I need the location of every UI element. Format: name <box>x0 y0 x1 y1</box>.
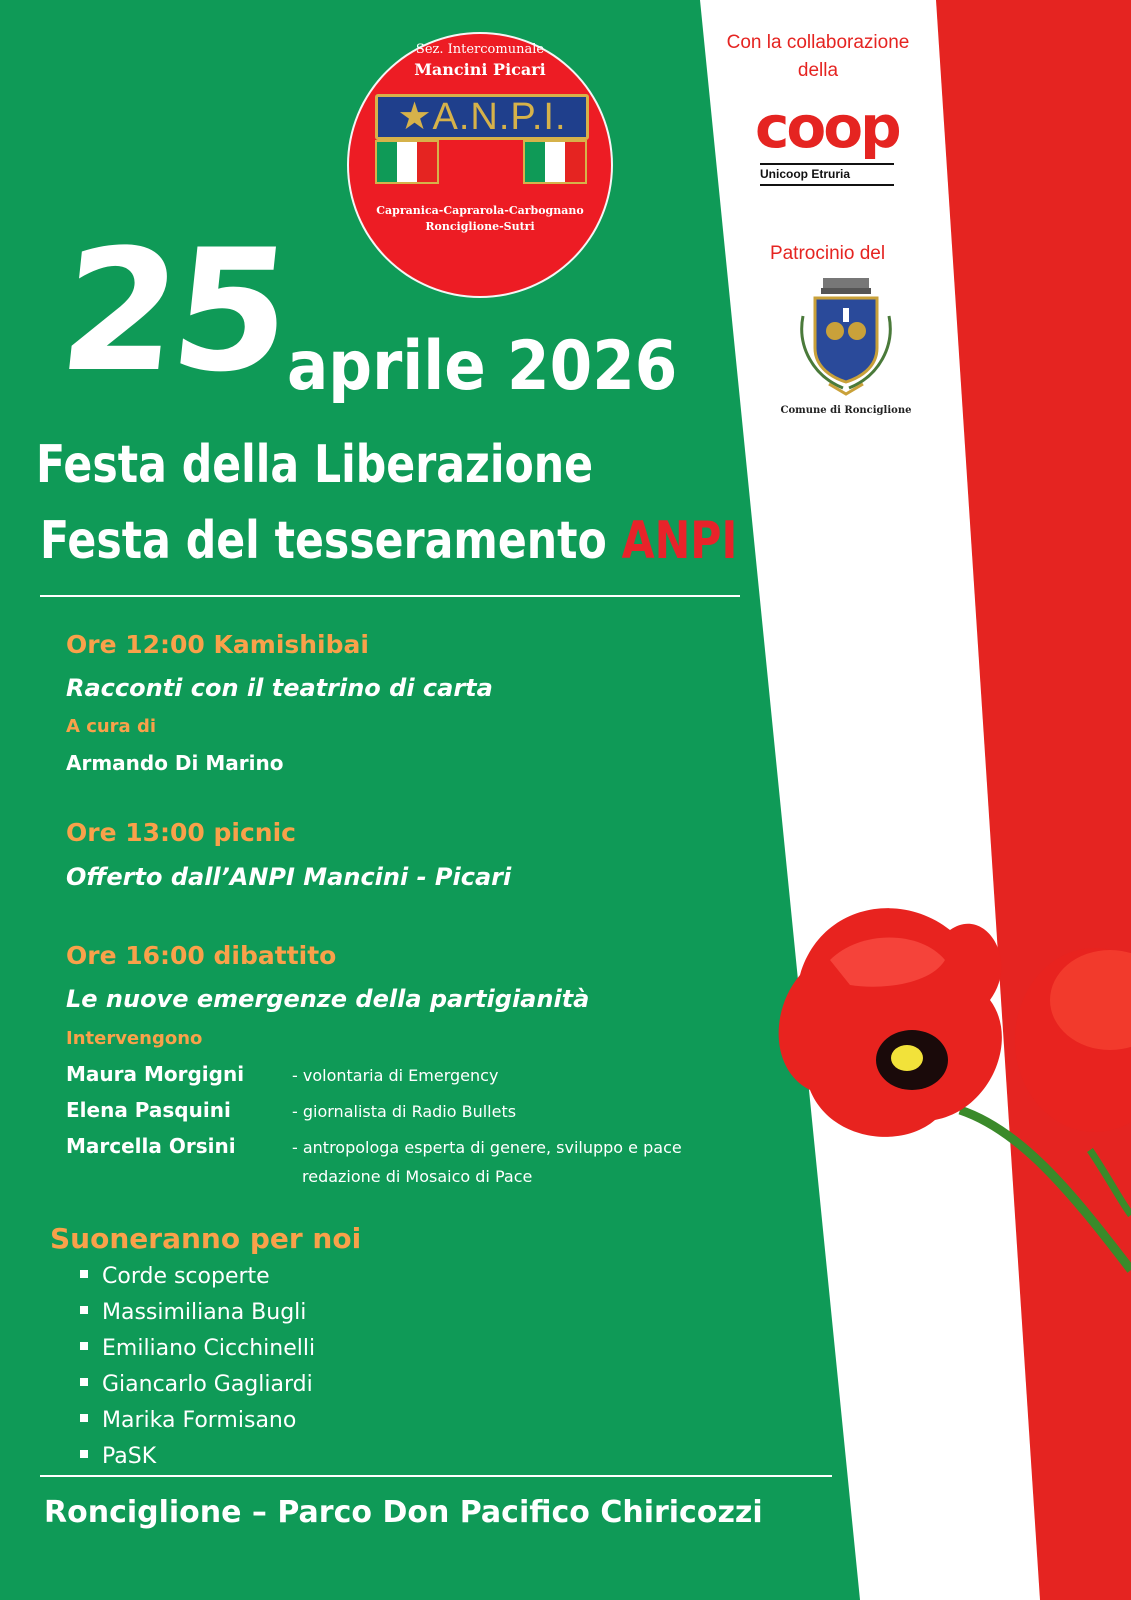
italian-flag-icon <box>375 140 439 184</box>
speaker-role: - antropologa esperta di genere, sviluppo e pace <box>292 1138 682 1157</box>
badge-towns-line-2: Ronciglione-Sutri <box>425 220 535 233</box>
divider-top <box>40 595 740 597</box>
badge-top-line: Sez. Intercomunale <box>415 42 545 57</box>
event-2-subtitle: Offerto dall’ANPI Mancini - Picari <box>66 863 512 891</box>
event-3-subtitle: Le nuove emergenze della partigianità <box>66 985 590 1013</box>
music-item: Massimiliana Bugli <box>80 1300 306 1325</box>
italian-flag-icon <box>523 140 587 184</box>
coop-logo: coop <box>755 93 899 161</box>
badge-section-name: Mancini Picari <box>414 60 546 79</box>
municipality-label: Comune di Ronciglione <box>780 405 912 416</box>
event-1-label: A cura di <box>66 716 157 737</box>
music-heading: Suoneranno per noi <box>50 1222 362 1255</box>
event-subtitle-text: Festa del tesseramento <box>40 511 607 571</box>
patronage-label: Patrocinio del <box>769 243 886 264</box>
anpi-logo: ★A.N.P.I. <box>375 94 589 140</box>
event-1-subtitle: Racconti con il teatrino di carta <box>66 674 493 702</box>
event-3-label: Intervengono <box>66 1028 203 1049</box>
collaboration-label: Con la collaborazione <box>726 32 910 53</box>
anpi-section-badge <box>349 34 611 296</box>
speaker-name: Elena Pasquini <box>66 1098 231 1122</box>
speaker-role-continued: redazione di Mosaico di Pace <box>302 1167 533 1186</box>
bullet-icon <box>80 1414 88 1422</box>
collaboration-label-2: della <box>797 60 839 81</box>
coop-subtitle: Unicoop Etruria <box>760 167 851 181</box>
bullet-icon <box>80 1306 88 1314</box>
badge-towns-line-1: Capranica-Caprarola-Carbognano <box>376 204 584 217</box>
event-title: Festa della Liberazione <box>36 435 594 495</box>
speaker-role: - giornalista di Radio Bullets <box>292 1102 517 1121</box>
divider-bottom <box>40 1475 832 1477</box>
event-subtitle <box>40 510 737 572</box>
event-3-heading: Ore 16:00 dibattito <box>66 941 337 970</box>
music-item: Giancarlo Gagliardi <box>80 1372 313 1397</box>
music-item: Emiliano Cicchinelli <box>80 1336 315 1361</box>
music-item: PaSK <box>80 1444 156 1469</box>
bullet-icon <box>80 1342 88 1350</box>
event-2-heading: Ore 13:00 picnic <box>66 818 296 847</box>
event-month-year: aprile 2026 <box>287 327 678 406</box>
bullet-icon <box>80 1450 88 1458</box>
speaker-name: Marcella Orsini <box>66 1134 236 1158</box>
music-item: Marika Formisano <box>80 1408 296 1433</box>
event-subtitle-accent: ANPI <box>621 511 738 571</box>
speaker-name: Maura Morgigni <box>66 1062 245 1086</box>
coat-of-arms-icon <box>793 276 899 400</box>
speaker-role: - volontaria di Emergency <box>292 1066 499 1085</box>
event-location: Ronciglione – Parco Don Pacifico Chiricozzi <box>44 1495 763 1530</box>
bullet-icon <box>80 1270 88 1278</box>
event-1-heading: Ore 12:00 Kamishibai <box>66 630 369 659</box>
event-day: 25 <box>51 213 295 409</box>
event-1-person: Armando Di Marino <box>66 751 284 775</box>
music-item: Corde scoperte <box>80 1264 270 1289</box>
bullet-icon <box>80 1378 88 1386</box>
